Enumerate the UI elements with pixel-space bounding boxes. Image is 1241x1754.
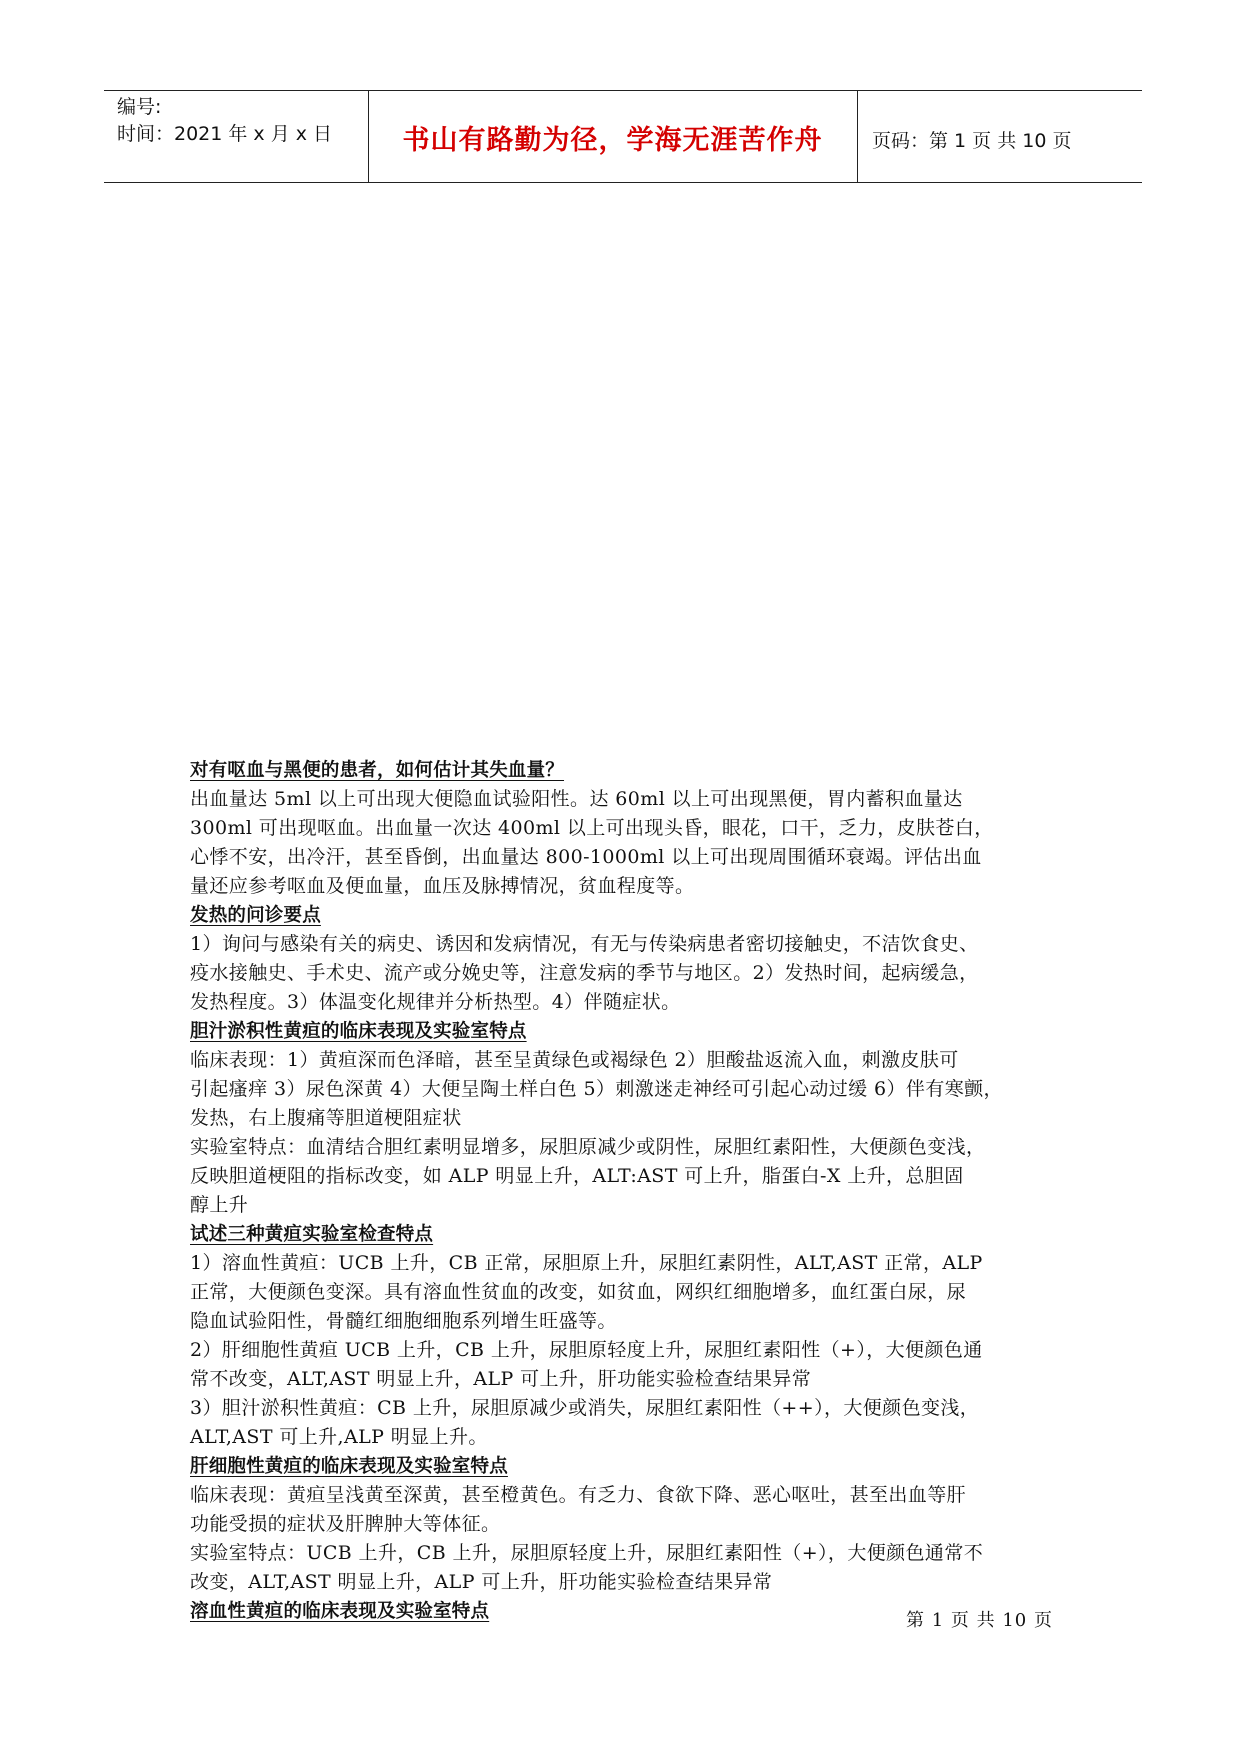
header-bottom-rule — [104, 182, 1142, 183]
text-line: 3）胆汁淤积性黄疸：CB 上升，尿胆原减少或消失，尿胆红素阳性（++），大便颜色变浅， — [190, 1397, 980, 1419]
text-line: 功能受损的症状及肝脾肿大等体征。 — [190, 1513, 501, 1535]
text-line: 临床表现：黄疸呈浅黄至深黄，甚至橙黄色。有乏力、食欲下降、恶心呕吐，甚至出血等肝 — [190, 1484, 967, 1506]
text-line: 醇上升 — [190, 1194, 249, 1216]
text-line: 隐血试验阳性，骨髓红细胞细胞系列增生旺盛等。 — [190, 1310, 617, 1332]
text-line: 临床表现：1）黄疸深而色泽暗，甚至呈黄绿色或褐绿色 2）胆酸盐返流入血，刺激皮肤可 — [190, 1049, 959, 1071]
section-heading: 溶血性黄疸的临床表现及实验室特点 — [190, 1601, 490, 1622]
header-motto: 书山有路勤为径，学海无涯苦作舟 — [402, 125, 823, 156]
section-heading: 肝细胞性黄疸的临床表现及实验室特点 — [190, 1456, 508, 1477]
text-line: 量还应参考呕血及便血量，血压及脉搏情况，贫血程度等。 — [190, 875, 695, 897]
section-blood-loss — [190, 756, 1060, 901]
header-page-label: 页码：第 1 页 共 10 页 — [872, 130, 1072, 152]
serial-label: 编号: — [117, 96, 162, 118]
section-heading: 对有呕血与黑便的患者，如何估计其失血量？ — [190, 760, 565, 781]
text-line: 发热，右上腹痛等胆道梗阻症状 — [190, 1107, 462, 1129]
text-line: 正常，大便颜色变深。具有溶血性贫血的改变，如贫血，网织红细胞增多，血红蛋白尿，尿 — [190, 1281, 967, 1303]
text-line: 1）溶血性黄疸：UCB 上升，CB 正常，尿胆原上升，尿胆红素阴性，ALT,AST 正常，ALP — [190, 1252, 983, 1274]
section-heading: 胆汁淤积性黄疸的临床表现及实验室特点 — [190, 1021, 527, 1042]
text-line: 实验室特点：血清结合胆红素明显增多，尿胆原减少或阴性，尿胆红素阳性，大便颜色变浅， — [190, 1136, 986, 1158]
section-hepatocellular-jaundice — [190, 1452, 1060, 1597]
header-divider-right — [857, 90, 858, 182]
section-fever — [190, 901, 1060, 1017]
text-line: 疫水接触史、手术史、流产或分娩史等，注意发病的季节与地区。2）发热时间，起病缓急， — [190, 962, 979, 984]
text-line: 出血量达 5ml 以上可出现大便隐血试验阳性。达 60ml 以上可出现黑便，胃内蓄积血量达 — [190, 788, 963, 810]
text-line: 发热程度。3）体温变化规律并分析热型。4）伴随症状。 — [190, 991, 681, 1013]
section-three-jaundice-types — [190, 1220, 1060, 1452]
text-line: 300ml 可出现呕血。出血量一次达 400ml 以上可出现头昏，眼花，口干，乏力，皮肤苍白， — [190, 817, 994, 839]
document-body — [190, 756, 1060, 1626]
text-line: 实验室特点：UCB 上升，CB 上升，尿胆原轻度上升，尿胆红素阳性（+），大便颜色通常不 — [190, 1542, 984, 1564]
text-line: 反映胆道梗阻的指标改变，如 ALP 明显上升，ALT:AST 可上升，脂蛋白-X 上升，总胆固 — [190, 1165, 964, 1187]
text-line: 1）询问与感染有关的病史、诱因和发病情况，有无与传染病患者密切接触史，不洁饮食史、 — [190, 933, 979, 955]
header-meta — [117, 94, 332, 148]
text-line: 心悸不安，出冷汗，甚至昏倒，出血量达 800-1000ml 以上可出现周围循环衰竭。评估出血 — [190, 846, 982, 868]
text-line: 常不改变，ALT,AST 明显上升，ALP 可上升，肝功能实验检查结果异常 — [190, 1368, 812, 1390]
page-footer: 第 1 页 共 10 页 — [906, 1610, 1053, 1631]
header-top-rule — [104, 90, 1142, 91]
text-line: 引起瘙痒 3）尿色深黄 4）大便呈陶土样白色 5）刺激迷走神经可引起心动过缓 6）伴有寒颤， — [190, 1078, 1003, 1100]
text-line: 改变，ALT,AST 明显上升，ALP 可上升，肝功能实验检查结果异常 — [190, 1571, 773, 1593]
time-label: 时间：2021 年 x 月 x 日 — [117, 123, 333, 145]
section-heading: 发热的问诊要点 — [190, 905, 321, 926]
text-line: ALT,AST 可上升,ALP 明显上升。 — [190, 1426, 488, 1448]
section-heading: 试述三种黄疸实验室检查特点 — [190, 1224, 434, 1245]
text-line: 2）肝细胞性黄疸 UCB 上升，CB 上升，尿胆原轻度上升，尿胆红素阳性（+），大便颜色通 — [190, 1339, 983, 1361]
section-cholestatic-jaundice — [190, 1017, 1060, 1220]
